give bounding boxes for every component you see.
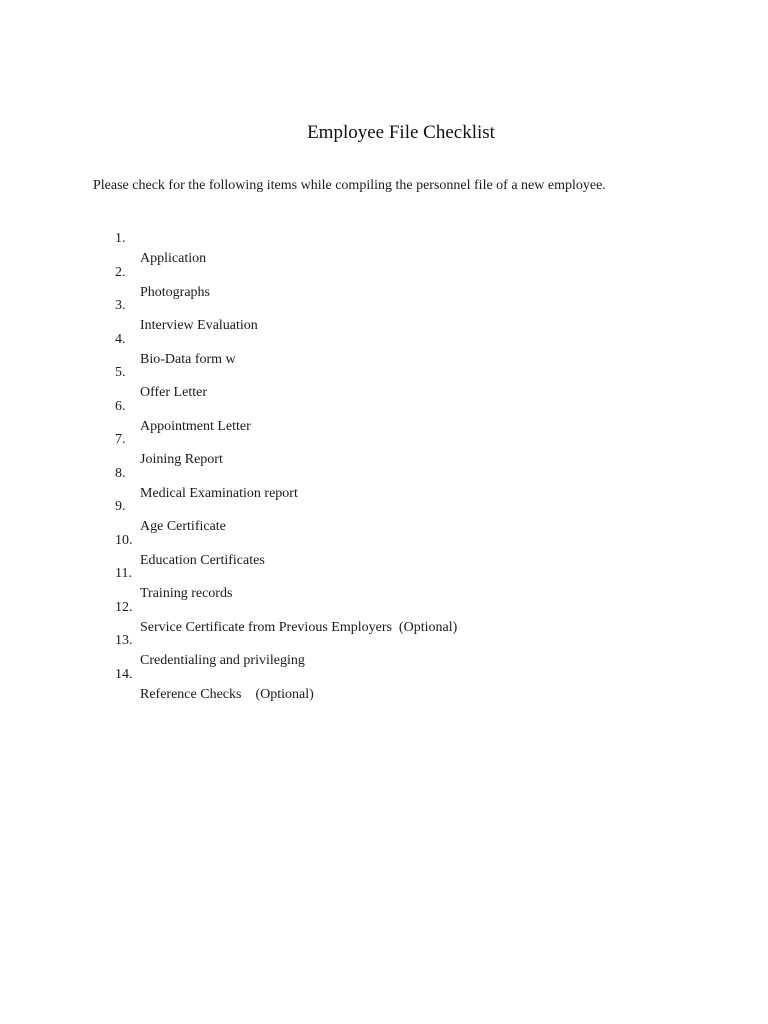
item-label: Offer Letter xyxy=(140,385,207,400)
item-number: 3. xyxy=(115,298,126,313)
item-number: 13. xyxy=(115,633,133,648)
item-label: Age Certificate xyxy=(140,519,226,534)
item-number: 1. xyxy=(115,231,126,246)
item-number: 8. xyxy=(115,466,126,481)
item-label: Training records xyxy=(140,586,233,601)
page-title: Employee File Checklist xyxy=(307,122,495,143)
item-label: Photographs xyxy=(140,285,210,300)
item-label: Medical Examination report xyxy=(140,486,298,501)
item-label: Reference Checks (Optional) xyxy=(140,687,314,702)
item-label: Application xyxy=(140,251,207,266)
item-number: 4. xyxy=(115,332,126,347)
item-label: Bio-Data form w xyxy=(140,352,236,367)
item-label: Education Certificates xyxy=(140,553,265,568)
item-number: 7. xyxy=(115,432,126,447)
item-number: 9. xyxy=(115,499,126,514)
item-label: Interview Evaluation xyxy=(140,318,258,333)
list-item xyxy=(0,209,207,266)
item-number: 11. xyxy=(115,566,132,581)
item-number: 6. xyxy=(115,399,126,414)
item-label: Service Certificate from Previous Employers (Optional) xyxy=(140,620,458,635)
item-number: 2. xyxy=(115,265,126,280)
item-number: 10. xyxy=(115,533,133,548)
intro-paragraph: Please check for the following items while compiling the personnel file of a new employee. xyxy=(93,178,606,193)
item-number: 12. xyxy=(115,600,133,615)
item-number: 14. xyxy=(115,667,133,682)
item-label: Appointment Letter xyxy=(140,419,251,434)
item-number: 5. xyxy=(115,365,126,380)
item-label: Credentialing and privileging xyxy=(140,653,305,668)
item-label: Joining Report xyxy=(140,452,223,467)
